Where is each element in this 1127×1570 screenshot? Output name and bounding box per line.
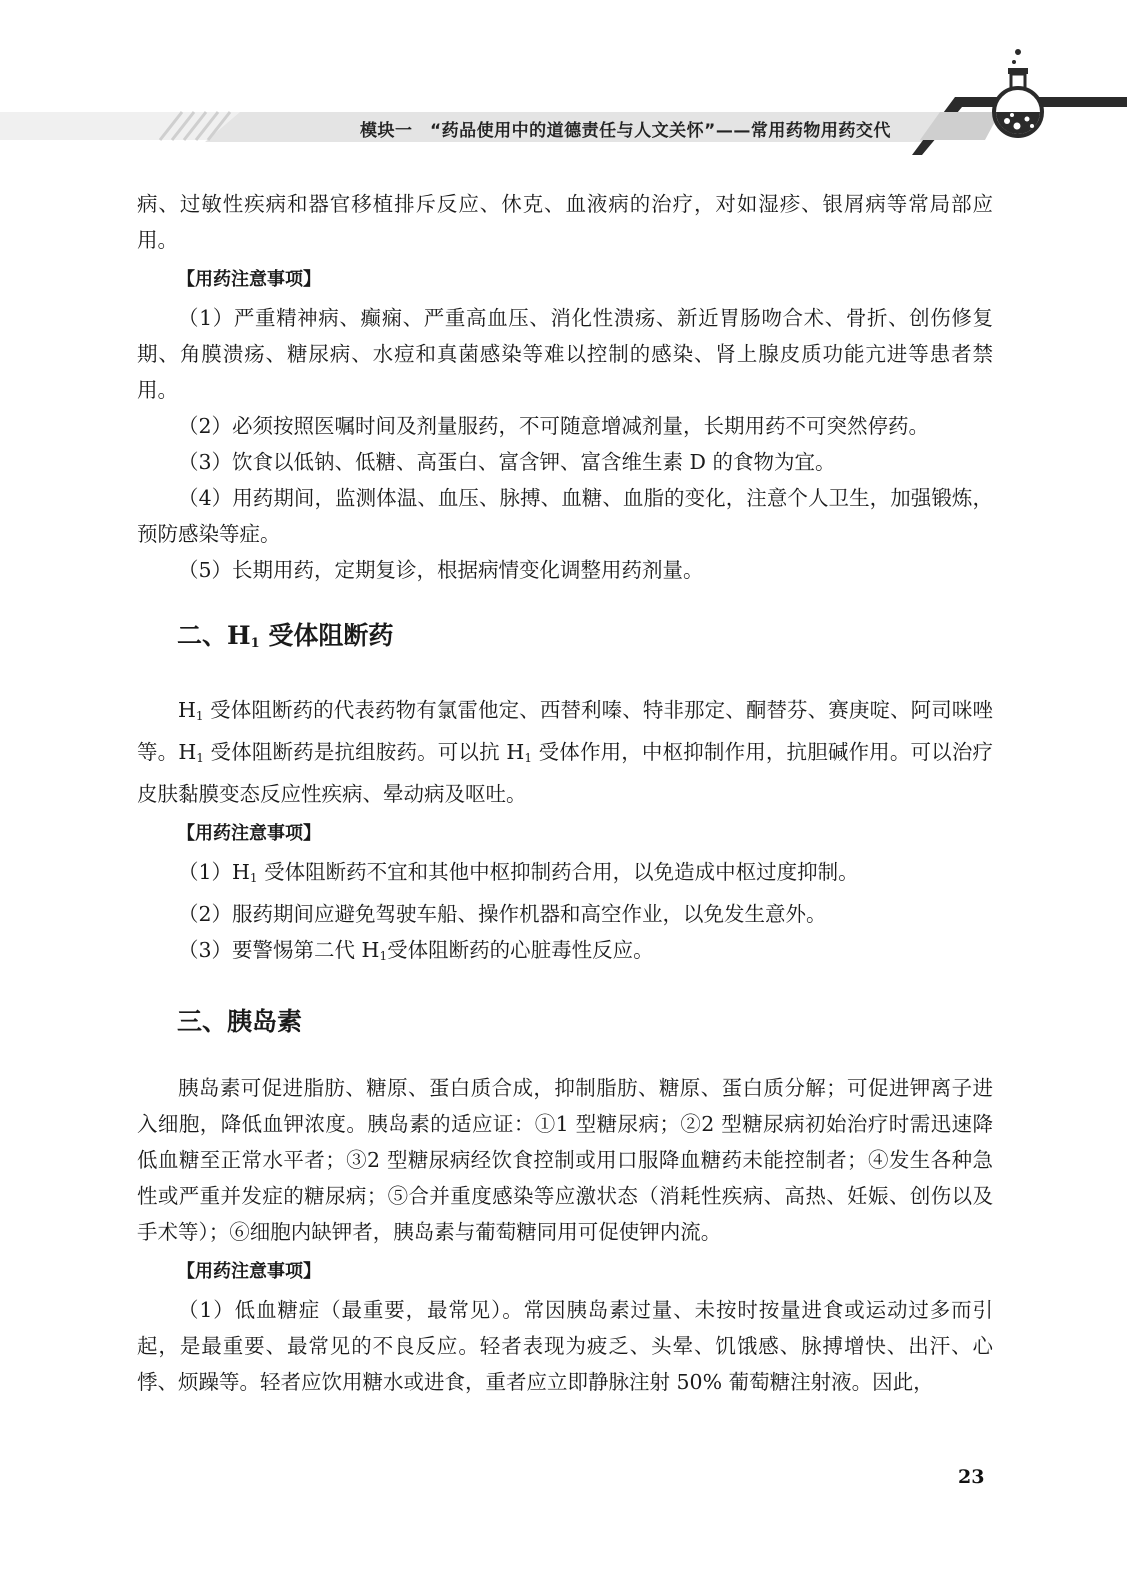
header-band-graphic [0,0,1127,170]
page-header [0,0,1127,170]
glucocorticoid-note-4: （4）用药期间，监测体温、血压、脉搏、血糖、血脂的变化，注意个人卫生，加强锻炼，预防感染等症。 [137,486,993,546]
page-content [137,186,993,1400]
glucocorticoid-note-1: （1）严重精神病、癫痫、严重高血压、消化性溃疡、新近胃肠吻合术、骨折、创伤修复期、角膜溃疡、糖尿病、水痘和真菌感染等难以控制的感染、肾上腺皮质功能亢进等患者禁用。 [137,306,993,402]
h1-note-1: $(1)H_1$ 受体阻断药不宜和其他中枢抑制药合用，以免造成中枢过度抑制。 [178,860,859,885]
paragraph-intro: 病、过敏性疾病和器官移植排斥反应、休克、血液病的治疗，对如湿疹、银屑病等常局部应用。 [137,192,993,252]
section-heading-h1-blockers: 二、$H_1$ 受体阻断药 [177,621,394,651]
note-heading-2: 【用药注意事项】 [177,823,321,844]
paragraph-h1-blockers: $H_1$ 受体阻断药的代表药物有氯雷他定、西替利嗪、特非那定、酮替芬、赛庚啶、阿司咪唑等。$H_1$ 受体阻断药是抗组胺药。可以抗 $H_1$ 受体作用，中枢抑制作用，抗胆碱作用。可以治疗皮肤黏膜变态反应性疾病、晕动病及呕吐。 [137,698,993,806]
header-title: 模块一 “药品使用中的道德责任与人文关怀”——常用药物用药交代 [360,121,891,141]
glucocorticoid-note-3: （3）饮食以低钠、低糖、高蛋白、富含钾、富含维生素 D 的食物为宜。 [178,450,836,474]
glucocorticoid-note-5: （5）长期用药，定期复诊，根据病情变化调整用药剂量。 [178,558,704,582]
h1-note-3: （3）要警惕第二代 $H_1$受体阻断药的心脏毒性反应。 [178,938,654,963]
section-heading-insulin: 三、胰岛素 [177,1007,303,1036]
note-heading-3: 【用药注意事项】 [177,1261,321,1282]
h1-note-2: （2）服药期间应避免驾驶车船、操作机器和高空作业，以免发生意外。 [178,902,827,926]
page-number: 23 [958,1466,985,1488]
note-heading-1: 【用药注意事项】 [177,269,321,290]
paragraph-insulin: 胰岛素可促进脂肪、糖原、蛋白质合成，抑制脂肪、糖原、蛋白质分解；可促进钾离子进入细胞，降低血钾浓度。胰岛素的适应证：①1 型糖尿病；②2 型糖尿病初始治疗时需迅速降低血糖至正常水平者；③2 型糖尿病经饮食控制或用口服降血糖药未能控制者；④发生各种急性或严重并发症的糖尿病；⑤合并重度感染等应激状态（消耗性疾病、高热、妊娠、创伤以及手术等）；⑥细胞内缺钾者，胰岛素与葡萄糖同用可促使钾内流。 [137,1076,993,1244]
glucocorticoid-note-2: （2）必须按照医嘱时间及剂量服药，不可随意增减剂量，长期用药不可突然停药。 [178,414,930,438]
flask-icon [994,49,1042,136]
insulin-note-1: （1）低血糖症（最重要，最常见）。常因胰岛素过量、未按时按量进食或运动过多而引起，是最重要、最常见的不良反应。轻者表现为疲乏、头晕、饥饿感、脉搏增快、出汗、心悸、烦躁等。轻者应饮用糖水或进食，重者应立即静脉注射 50% 葡萄糖注射液。因此， [137,1298,993,1394]
